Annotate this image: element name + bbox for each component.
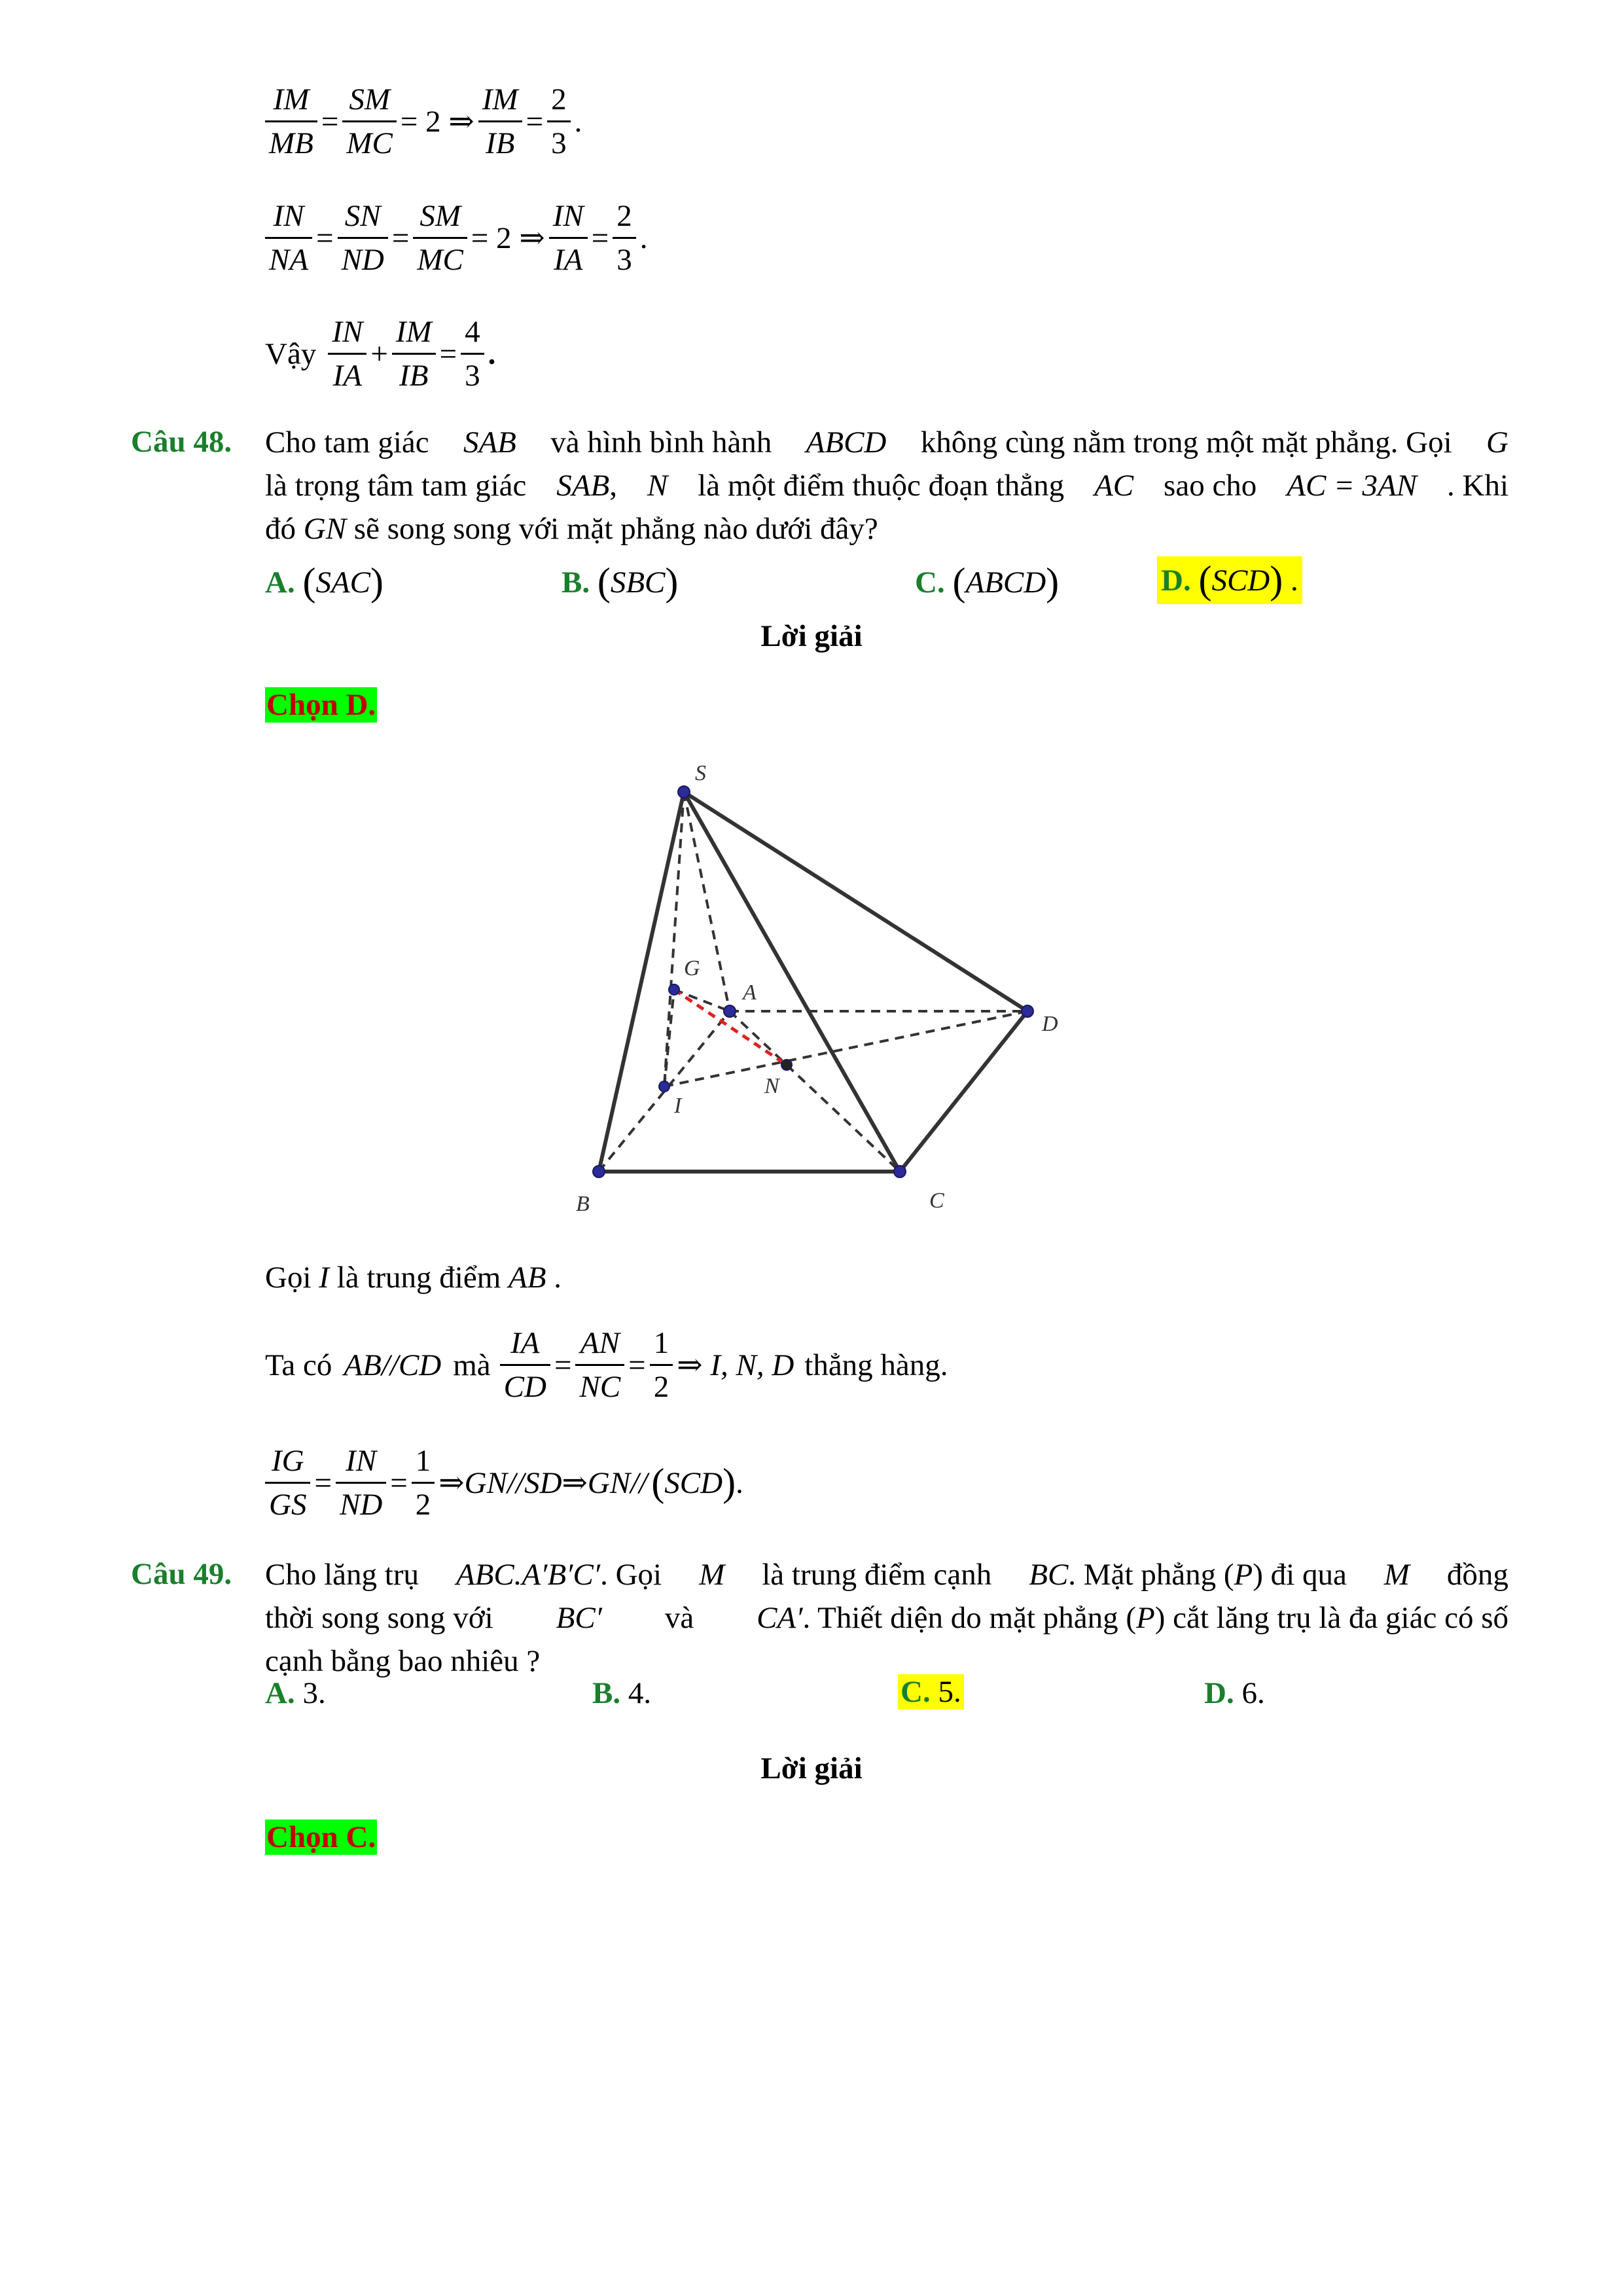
denominator: GS — [269, 1488, 307, 1522]
math: SAB — [463, 425, 516, 459]
q49-option-a[interactable] — [265, 1676, 326, 1711]
fraction — [547, 79, 571, 164]
option-value: 6. — [1241, 1676, 1265, 1710]
numerator: IA — [500, 1322, 550, 1366]
text: Cho lăng trụ — [265, 1558, 419, 1592]
fraction — [412, 1440, 435, 1526]
fraction — [336, 1440, 386, 1526]
text: mà — [453, 1348, 491, 1382]
fraction — [500, 1322, 550, 1408]
option-value: 3. — [302, 1676, 326, 1710]
q49-solution-title: Lời giải — [760, 1751, 863, 1785]
option-letter: A. — [265, 565, 295, 600]
pyramid-figure — [556, 753, 1099, 1224]
math: SCD — [664, 1465, 723, 1500]
math: N — [647, 469, 668, 503]
operator: = 2 ⇒ — [471, 221, 545, 255]
option-value: 5. — [938, 1675, 961, 1709]
q48-solution-line-3: $\frac{IG}{GS}$ = $\frac{IN}{ND}$ = $\frac{1}{2}$ ⇒GN//SD⇒GN// ( SCD ) . — [265, 1440, 743, 1526]
label-A: A — [743, 980, 757, 1005]
point-A — [724, 1005, 736, 1017]
math: AC = 3AN — [1287, 469, 1418, 503]
option-value: ABCD — [965, 565, 1046, 600]
label-N: N — [764, 1074, 779, 1098]
fraction — [265, 79, 317, 164]
numerator: SM — [342, 79, 397, 122]
math: ⇒GN//SD⇒GN// — [438, 1466, 648, 1500]
option-letter: B. — [592, 1676, 621, 1710]
text: ) cắt lăng trụ là đa giác có số — [1154, 1601, 1508, 1635]
edge-SC — [684, 792, 900, 1172]
option-letter: C. — [901, 1675, 931, 1709]
text: sẽ song song với mặt phẳng nào dưới đây? — [353, 512, 878, 546]
numerator: 2 — [547, 79, 571, 122]
point-S — [678, 786, 690, 798]
point-G — [669, 984, 679, 995]
denominator: NC — [579, 1370, 621, 1404]
text: thời song song với — [265, 1601, 493, 1635]
q49-option-c[interactable] — [898, 1674, 964, 1710]
segment-GN — [674, 990, 787, 1065]
denominator: 2 — [415, 1488, 431, 1522]
label-I: I — [674, 1094, 682, 1118]
equation-1: $\frac{IM}{MB}$ = $\frac{SM}{MC}$ = 2 ⇒ $\frac{IM}{IB}$ = $\frac{2}{3}$ . — [265, 79, 586, 164]
label-G: G — [684, 956, 700, 980]
fraction — [392, 311, 436, 397]
fraction — [461, 311, 484, 397]
conclusion-word: Vậy — [265, 336, 317, 371]
option-value: SCD — [1211, 564, 1270, 598]
q48-option-d[interactable]: D. (SCD) . — [1157, 556, 1302, 604]
text: Ta có — [265, 1348, 332, 1382]
numerator: SM — [413, 195, 467, 239]
numerator: IM — [478, 79, 522, 122]
fraction — [338, 195, 388, 281]
text: . Mặt phẳng ( — [1068, 1558, 1234, 1592]
denominator: IB — [486, 126, 515, 160]
fraction — [478, 79, 522, 164]
option-value: SBC — [610, 565, 666, 600]
q49-choice: Chọn C. — [266, 1820, 376, 1854]
label-S: S — [695, 761, 706, 785]
fraction — [265, 195, 312, 281]
label-D: D — [1042, 1012, 1058, 1036]
fraction — [265, 1440, 310, 1526]
option-letter: A. — [265, 1676, 295, 1710]
numerator: IN — [265, 195, 312, 239]
option-letter: B. — [562, 565, 590, 600]
option-value: SAC — [315, 565, 370, 600]
math: SAB — [556, 469, 610, 503]
edge-AC — [730, 1011, 900, 1172]
text: là một điểm thuộc đoạn thẳng — [698, 469, 1065, 503]
text: và — [664, 1601, 694, 1635]
denominator: 3 — [551, 126, 567, 160]
math: ABC.A′B′C′ — [455, 1558, 601, 1592]
denominator: IB — [399, 359, 429, 393]
text: đó — [265, 512, 296, 546]
text: và hình bình hành — [550, 425, 772, 459]
numerator: AN — [575, 1322, 624, 1366]
point-I — [659, 1081, 669, 1092]
denominator: MC — [417, 243, 463, 277]
fraction — [549, 195, 588, 281]
text: Cho tam giác — [265, 425, 429, 459]
q48-choice: Chọn D. — [266, 688, 376, 722]
q49-option-b[interactable] — [592, 1676, 651, 1711]
question-48-label: Câu 48. — [131, 425, 232, 459]
denominator: IA — [332, 359, 362, 393]
q48-solution-line-1: Gọi I là trung điểm AB . — [265, 1261, 562, 1295]
text: là trọng tâm tam giác — [265, 469, 527, 503]
option-letter: C. — [915, 565, 945, 600]
numerator: 1 — [650, 1322, 673, 1366]
text: cạnh bằng bao nhiêu ? — [265, 1644, 541, 1678]
math: M — [699, 1558, 725, 1592]
math: AB — [508, 1261, 546, 1295]
text: thẳng hàng. — [804, 1348, 948, 1382]
math: GN — [303, 512, 347, 546]
numerator: IN — [336, 1440, 386, 1484]
text: đồng — [1446, 1558, 1508, 1592]
text: . Gọi — [600, 1558, 662, 1592]
math: CA′ — [757, 1601, 803, 1635]
edge-SD — [684, 792, 1027, 1011]
fraction — [328, 311, 366, 397]
denominator: 2 — [653, 1370, 669, 1404]
math: AC — [1094, 469, 1134, 503]
denominator: ND — [341, 243, 384, 277]
option-letter: D. — [1161, 564, 1191, 598]
text: ) đi qua — [1253, 1558, 1347, 1592]
denominator: MB — [269, 126, 313, 160]
equation-2: $\frac{IN}{NA}$ = $\frac{SN}{ND}$ = $\frac{SM}{MC}$ = 2 ⇒ $\frac{IN}{IA}$ = $\frac{2}{3}$ . — [265, 195, 652, 281]
math: BC′ — [556, 1601, 602, 1635]
text: . Thiết diện do mặt phẳng ( — [802, 1601, 1136, 1635]
numerator: IN — [549, 195, 588, 239]
text: sao cho — [1164, 469, 1257, 503]
numerator: SN — [338, 195, 388, 239]
q49-option-d[interactable] — [1204, 1676, 1265, 1711]
question-48-text — [265, 421, 1508, 550]
numerator: IG — [265, 1440, 310, 1484]
text: không cùng nằm trong một mặt phẳng. Gọi — [920, 425, 1452, 459]
text: , — [609, 469, 617, 503]
numerator: 2 — [613, 195, 636, 239]
q48-solution-title: Lời giải — [760, 619, 863, 653]
label-B: B — [576, 1192, 590, 1216]
math: AB//CD — [344, 1348, 442, 1382]
text: . Khi — [1447, 469, 1508, 503]
denominator: MC — [346, 126, 393, 160]
denominator: ND — [339, 1488, 383, 1522]
denominator: IA — [554, 243, 583, 277]
denominator: NA — [269, 243, 309, 277]
denominator: 3 — [465, 359, 480, 393]
denominator: CD — [503, 1370, 546, 1404]
q48-solution-line-2: Ta có AB//CD mà $\frac{IA}{CD}$ = $\frac{AN}{NC}$ = $\frac{1}{2}$ ⇒ I, N, D thẳng hàng. — [265, 1322, 948, 1408]
numerator: IN — [328, 311, 366, 355]
option-value: 4. — [628, 1676, 652, 1710]
fraction — [650, 1322, 673, 1408]
fraction — [342, 79, 397, 164]
question-49-label: Câu 49. — [131, 1557, 232, 1591]
point-D — [1022, 1005, 1033, 1017]
point-B — [593, 1166, 605, 1177]
text: là trung điểm — [336, 1261, 501, 1295]
question-49-text — [265, 1553, 1508, 1683]
math: ⇒ I, N, D — [677, 1348, 794, 1382]
text: Gọi — [265, 1261, 312, 1295]
text: là trung điểm cạnh — [762, 1558, 992, 1592]
fraction — [575, 1322, 624, 1408]
option-letter: D. — [1204, 1676, 1234, 1710]
point-N — [781, 1060, 792, 1070]
numerator: 1 — [412, 1440, 435, 1484]
equation-3: Vậy $\frac{IN}{IA}$ + $\frac{IM}{IB}$ = $\frac{4}{3}$ . — [265, 311, 499, 397]
math: P — [1234, 1558, 1253, 1592]
math: ABCD — [806, 425, 887, 459]
fraction — [613, 195, 636, 281]
point-C — [894, 1166, 906, 1177]
edge-CD — [900, 1011, 1027, 1172]
math: P — [1136, 1601, 1155, 1635]
math: G — [1486, 425, 1508, 459]
q48-option-b[interactable]: B. (SBC) — [562, 560, 679, 603]
fraction — [413, 195, 467, 281]
operator: = 2 ⇒ — [400, 105, 474, 139]
math: I — [319, 1261, 329, 1295]
q48-option-a[interactable]: A. (SAC) — [265, 560, 383, 603]
math: M — [1383, 1558, 1410, 1592]
numerator: IM — [392, 311, 436, 355]
math: BC — [1029, 1558, 1069, 1592]
numerator: IM — [265, 79, 317, 122]
numerator: 4 — [461, 311, 484, 355]
label-C: C — [929, 1189, 944, 1213]
q48-option-c[interactable]: C. (ABCD) — [915, 560, 1060, 603]
denominator: 3 — [616, 243, 632, 277]
